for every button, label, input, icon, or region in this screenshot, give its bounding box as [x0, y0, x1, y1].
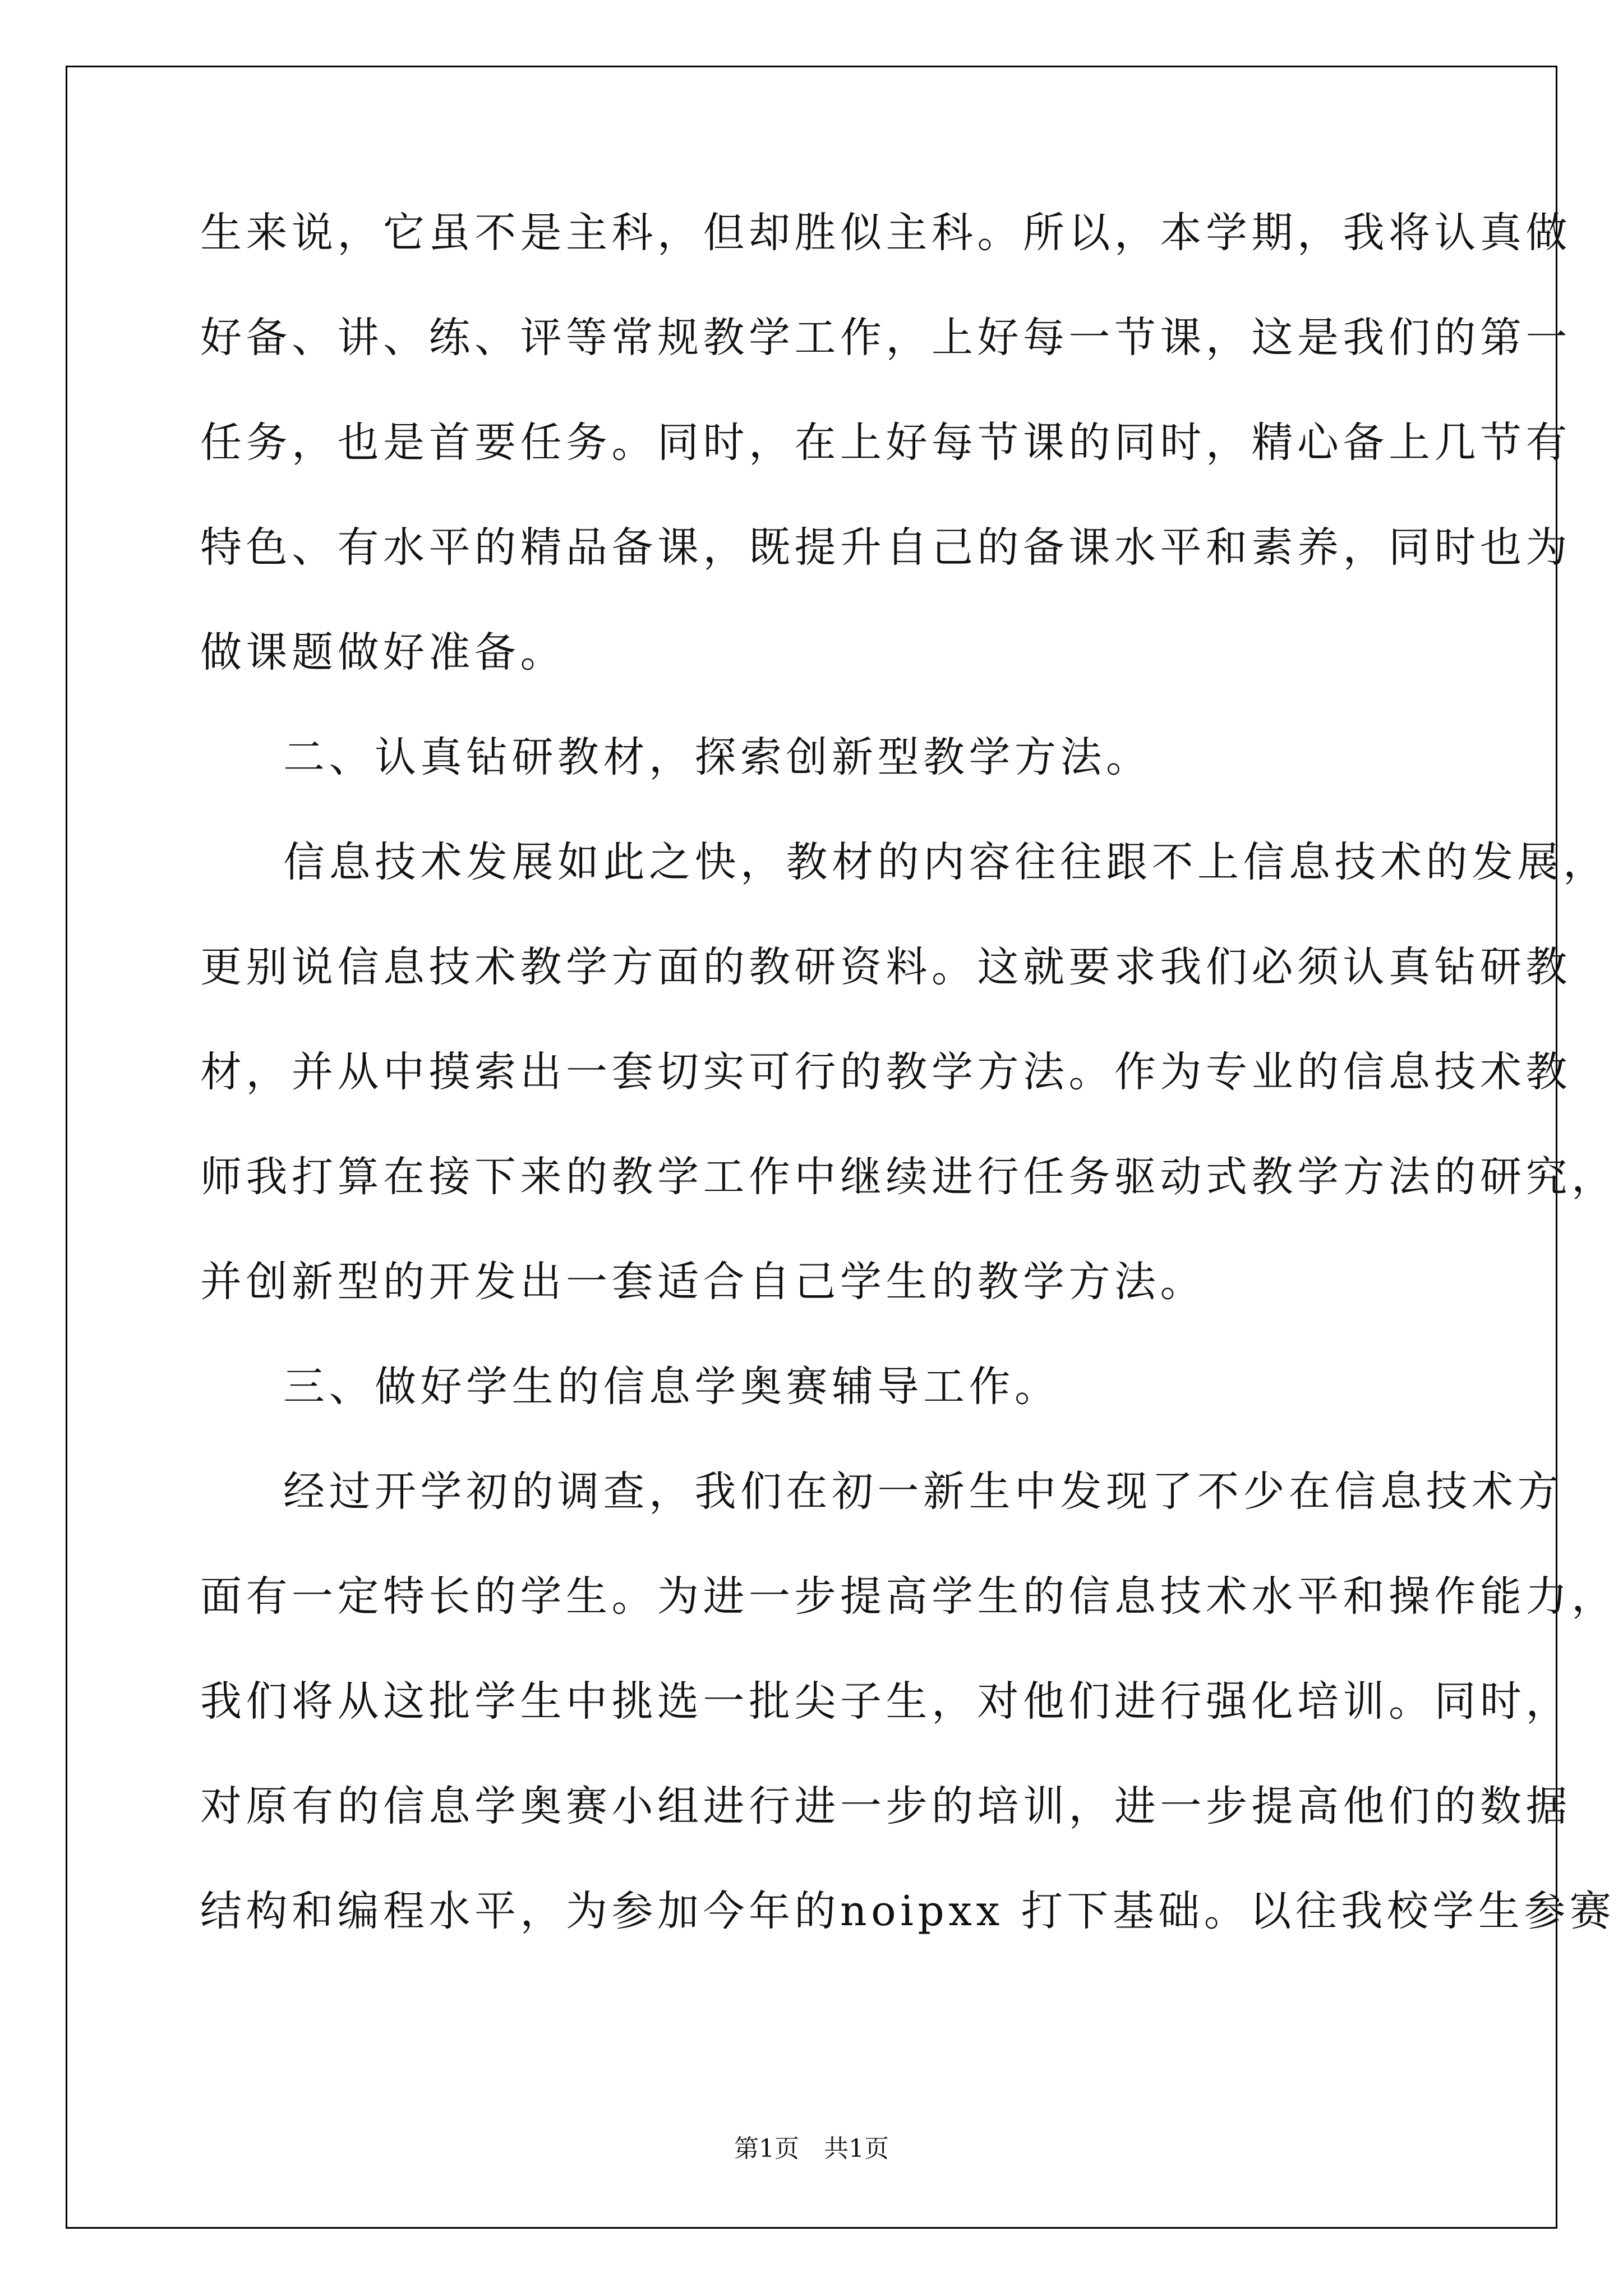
paragraph-line: 生来说，它虽不是主科，但却胜似主科。所以，本学期，我将认真做 [200, 209, 1571, 257]
section-heading: 二、认真钻研教材，探索创新型教学方法。 [283, 733, 1152, 781]
paragraph-line: 信息技术发展如此之快，教材的内容往往跟不上信息技术的发展， [283, 838, 1609, 886]
paragraph-line: 好备、讲、练、评等常规教学工作，上好每一节课，这是我们的第一 [200, 314, 1571, 362]
paragraph-line: 面有一定特长的学生。为进一步提高学生的信息技术水平和操作能力， [200, 1572, 1617, 1621]
paragraph-line: 更别说信息技术教学方面的教研资料。这就要求我们必须认真钻研教 [200, 943, 1571, 991]
paragraph-line: 我们将从这批学生中挑选一批尖子生，对他们进行强化培训。同时， [200, 1677, 1571, 1726]
paragraph-line: 特色、有水平的精品备课，既提升自己的备课水平和素养，同时也为 [200, 523, 1571, 572]
page-footer: 第1页 共1页 [734, 2134, 889, 2163]
section-heading: 三、做好学生的信息学奥赛辅导工作。 [283, 1363, 1061, 1411]
paragraph-line: 结构和编程水平，为参加今年的noipxx 打下基础。以往我校学生参赛 [200, 1887, 1616, 1935]
paragraph-line: 做课题做好准备。 [200, 628, 566, 677]
paragraph-line: 任务，也是首要任务。同时，在上好每节课的同时，精心备上几节有 [200, 418, 1571, 467]
paragraph-line: 对原有的信息学奥赛小组进行进一步的培训，进一步提高他们的数据 [200, 1782, 1571, 1830]
paragraph-line: 并创新型的开发出一套适合自己学生的教学方法。 [200, 1258, 1206, 1306]
paragraph-line: 经过开学初的调查，我们在初一新生中发现了不少在信息技术方 [283, 1467, 1563, 1516]
paragraph-line: 师我打算在接下来的教学工作中继续进行任务驱动式教学方法的研究， [200, 1153, 1617, 1201]
paragraph-line: 材，并从中摸索出一套切实可行的教学方法。作为专业的信息技术教 [200, 1048, 1571, 1096]
